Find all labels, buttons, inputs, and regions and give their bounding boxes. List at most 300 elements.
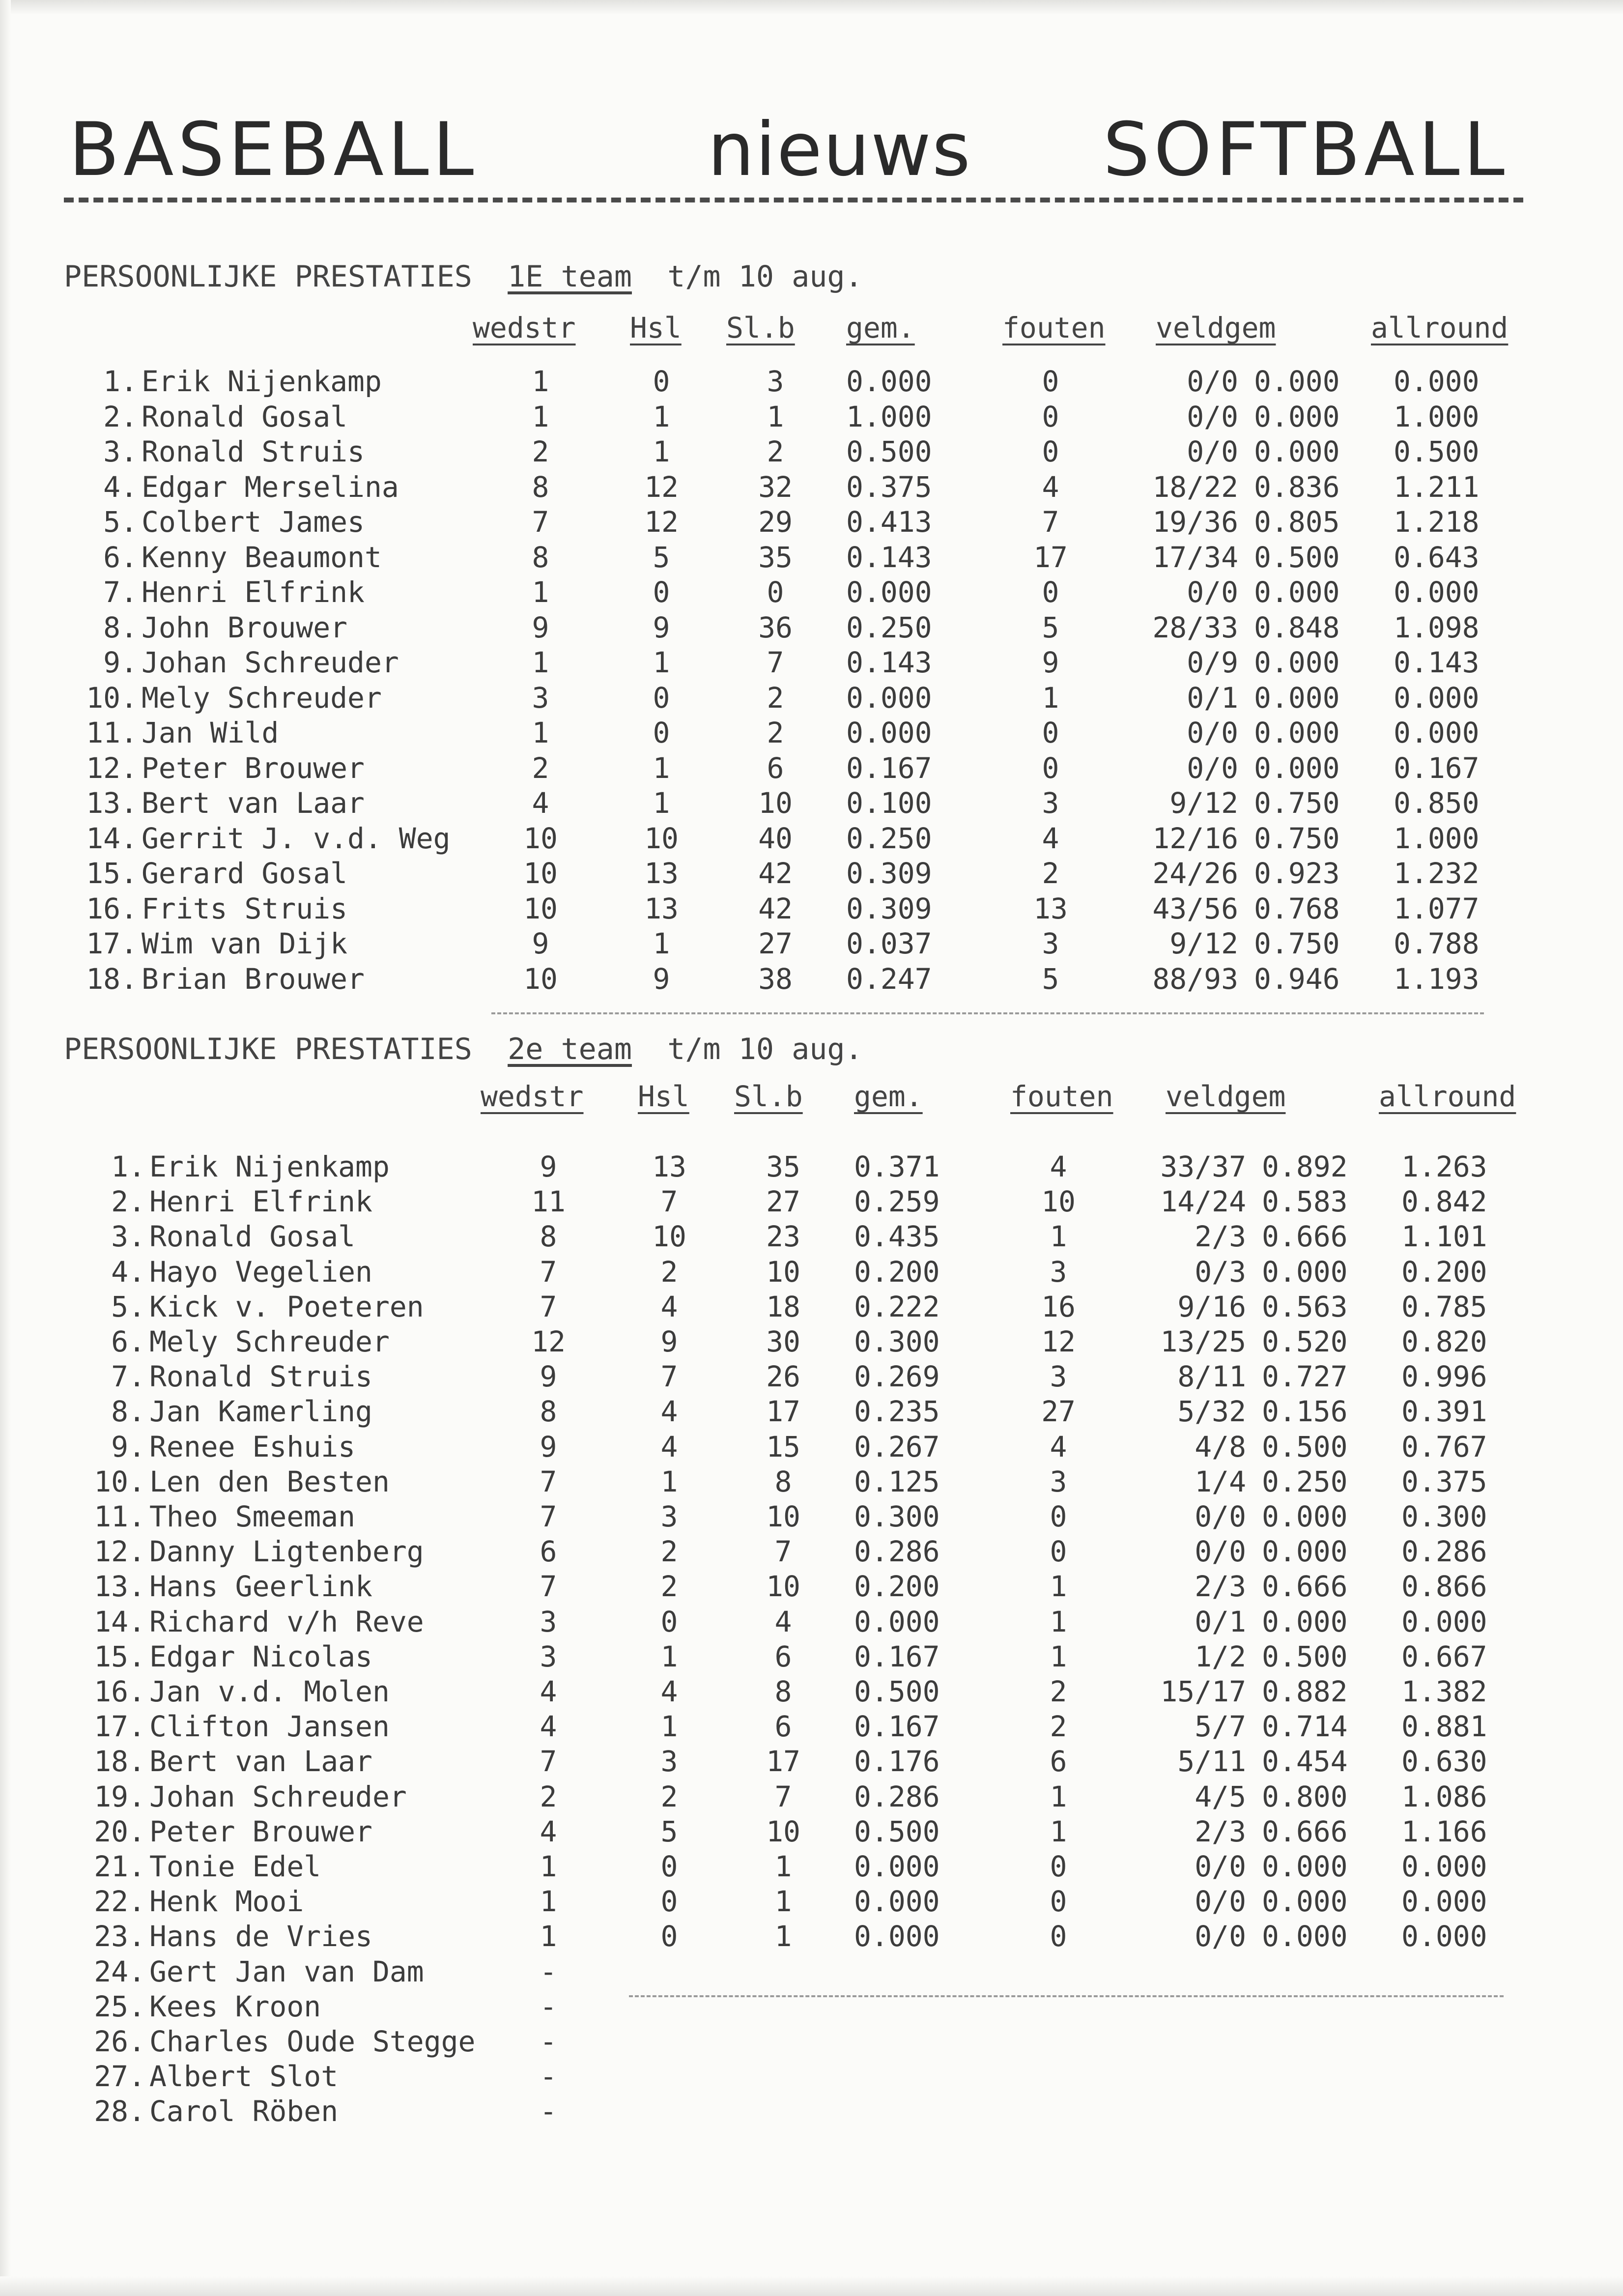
cell-slb: 0 <box>767 575 784 609</box>
cell-wedstr: 4 <box>540 1675 557 1708</box>
row-number: 3. <box>111 1220 145 1254</box>
table-row <box>0 1709 1623 1744</box>
header-veldgem: veldgem <box>1156 311 1276 344</box>
cell-veld: 1/4 <box>1195 1464 1246 1498</box>
cell-veld: 9/12 <box>1169 786 1238 820</box>
row-number: 18. <box>86 962 138 996</box>
table-row <box>0 504 1623 540</box>
page-edge <box>0 2276 1623 2296</box>
player-name: Kenny Beaumont <box>142 540 382 574</box>
cell-wedstr: 8 <box>532 540 549 574</box>
cell-fouten: 10 <box>1041 1185 1076 1219</box>
cell-fouten: 12 <box>1041 1325 1076 1358</box>
cell-veldgem: 0.500 <box>1254 540 1340 574</box>
player-name: Erik Nijenkamp <box>149 1150 390 1183</box>
cell-veld: 0/0 <box>1187 751 1238 785</box>
cell-allround: 1.263 <box>1401 1150 1487 1183</box>
player-name: Gerrit J. v.d. Weg <box>142 821 451 855</box>
cell-hsl: 12 <box>644 505 679 539</box>
cell-wedstr: 8 <box>532 470 549 504</box>
section-title-2e-team <box>64 1032 863 1066</box>
cell-wedstr: 10 <box>523 821 558 855</box>
header-wedstr: wedstr <box>473 311 576 344</box>
cell-wedstr: 9 <box>540 1360 557 1394</box>
table-end-rule <box>491 1012 1484 1014</box>
player-name: Hans Geerlink <box>149 1570 372 1604</box>
player-name: Erik Nijenkamp <box>142 365 382 398</box>
table-row <box>0 1884 1623 1919</box>
cell-gem: 0.500 <box>854 1814 940 1848</box>
table-row <box>0 1219 1623 1254</box>
cell-gem: 0.267 <box>854 1430 940 1464</box>
cell-hsl: 2 <box>660 1255 678 1289</box>
cell-veldgem: 0.000 <box>1254 365 1340 398</box>
table-row <box>0 1464 1623 1499</box>
cell-allround: 1.077 <box>1394 891 1480 925</box>
cell-fouten: 7 <box>1042 505 1059 539</box>
row-number: 3. <box>103 435 138 468</box>
cell-wedstr: 1 <box>532 575 549 609</box>
table-row <box>0 1289 1623 1324</box>
date-label: t/m 10 aug. <box>667 259 863 294</box>
cell-veld: 88/93 <box>1152 962 1238 996</box>
cell-gem: 0.176 <box>854 1745 940 1779</box>
cell-slb: 29 <box>758 505 793 539</box>
cell-veldgem: 0.666 <box>1262 1220 1348 1254</box>
cell-veldgem: 0.000 <box>1262 1850 1348 1883</box>
row-number: 9. <box>103 646 138 679</box>
cell-slb: 42 <box>758 857 793 890</box>
cell-slb: 35 <box>758 540 793 574</box>
cell-veldgem: 0.000 <box>1262 1920 1348 1953</box>
cell-slb: 18 <box>766 1290 800 1323</box>
cell-hsl: 0 <box>653 716 670 749</box>
cell-wedstr: 4 <box>532 786 549 820</box>
cell-gem: 0.309 <box>846 857 932 890</box>
cell-veldgem: 0.714 <box>1262 1710 1348 1744</box>
row-number: 8. <box>103 610 138 644</box>
cell-wedstr: 8 <box>540 1220 557 1254</box>
table-row <box>0 1184 1623 1219</box>
player-name: Renee Eshuis <box>149 1430 356 1464</box>
table-row <box>0 1394 1623 1429</box>
player-name: Ronald Gosal <box>149 1220 356 1254</box>
cell-veldgem: 0.000 <box>1254 400 1340 433</box>
cell-veld: 0/9 <box>1187 646 1238 679</box>
cell-allround: 0.643 <box>1394 540 1480 574</box>
cell-veld: 0/0 <box>1187 400 1238 433</box>
cell-slb: 32 <box>758 470 793 504</box>
cell-wedstr: - <box>540 2025 557 2058</box>
cell-hsl: 1 <box>653 435 670 468</box>
cell-hsl: 0 <box>653 681 670 715</box>
cell-allround: 1.232 <box>1394 857 1480 890</box>
player-name: Len den Besten <box>149 1464 390 1498</box>
cell-veldgem: 0.923 <box>1254 857 1340 890</box>
cell-slb: 10 <box>766 1500 800 1533</box>
player-name: Albert Slot <box>149 2060 339 2094</box>
cell-gem: 0.167 <box>854 1710 940 1744</box>
cell-wedstr: 1 <box>532 365 549 398</box>
table-row <box>0 1254 1623 1290</box>
team-label: 2e team <box>508 1032 632 1066</box>
table-row <box>0 1534 1623 1569</box>
header-allround: allround <box>1379 1080 1516 1113</box>
section-title-prefix: PERSOONLIJKE PRESTATIES <box>64 1032 472 1066</box>
cell-gem: 0.200 <box>854 1570 940 1604</box>
cell-wedstr: 3 <box>540 1639 557 1673</box>
table-row <box>0 540 1623 575</box>
cell-hsl: 9 <box>660 1325 678 1358</box>
cell-fouten: 0 <box>1042 365 1059 398</box>
cell-allround: 1.000 <box>1394 821 1480 855</box>
cell-allround: 0.143 <box>1394 646 1480 679</box>
cell-veldgem: 0.583 <box>1262 1185 1348 1219</box>
table-row <box>0 715 1623 750</box>
table-row <box>0 961 1623 997</box>
row-number: 7. <box>111 1360 145 1394</box>
cell-hsl: 1 <box>653 646 670 679</box>
cell-allround: 1.098 <box>1394 610 1480 644</box>
cell-fouten: 3 <box>1042 927 1059 960</box>
table-row <box>0 750 1623 786</box>
cell-slb: 36 <box>758 610 793 644</box>
table-row <box>0 1429 1623 1464</box>
player-name: Ronald Gosal <box>142 400 348 433</box>
cell-slb: 38 <box>758 962 793 996</box>
row-number: 6. <box>111 1325 145 1358</box>
cell-hsl: 7 <box>660 1185 678 1219</box>
row-number: 5. <box>111 1290 145 1323</box>
cell-hsl: 5 <box>653 540 670 574</box>
header-allround: allround <box>1371 311 1509 344</box>
player-name: Danny Ligtenberg <box>149 1535 424 1569</box>
cell-veld: 5/7 <box>1195 1710 1246 1744</box>
table-row <box>0 364 1623 399</box>
table-row <box>0 1954 1623 1989</box>
cell-gem: 0.222 <box>854 1290 940 1323</box>
cell-wedstr: 4 <box>540 1814 557 1848</box>
cell-wedstr: 3 <box>532 681 549 715</box>
cell-hsl: 0 <box>653 365 670 398</box>
row-number: 16. <box>86 891 138 925</box>
cell-slb: 2 <box>767 716 784 749</box>
cell-veld: 5/11 <box>1177 1745 1246 1779</box>
cell-hsl: 3 <box>660 1500 678 1533</box>
cell-hsl: 10 <box>644 821 679 855</box>
cell-allround: 0.167 <box>1394 751 1480 785</box>
table-row <box>0 1814 1623 1849</box>
cell-fouten: 0 <box>1050 1850 1067 1883</box>
cell-veld: 13/25 <box>1160 1325 1246 1358</box>
page-edge <box>0 0 1623 15</box>
player-name: Hans de Vries <box>149 1920 372 1953</box>
cell-hsl: 13 <box>644 857 679 890</box>
cell-slb: 4 <box>774 1605 792 1638</box>
cell-allround: 0.850 <box>1394 786 1480 820</box>
cell-fouten: 3 <box>1050 1360 1067 1394</box>
cell-wedstr: 1 <box>532 646 549 679</box>
cell-gem: 0.371 <box>854 1150 940 1183</box>
cell-fouten: 5 <box>1042 962 1059 996</box>
cell-veldgem: 0.836 <box>1254 470 1340 504</box>
table-row <box>0 856 1623 891</box>
row-number: 10. <box>94 1464 145 1498</box>
cell-hsl: 9 <box>653 610 670 644</box>
row-number: 11. <box>86 716 138 749</box>
row-number: 21. <box>94 1850 145 1883</box>
cell-allround: 0.866 <box>1401 1570 1487 1604</box>
cell-slb: 27 <box>766 1185 800 1219</box>
row-number: 19. <box>94 1779 145 1813</box>
row-number: 11. <box>94 1500 145 1533</box>
cell-wedstr: 9 <box>532 610 549 644</box>
cell-veldgem: 0.500 <box>1262 1639 1348 1673</box>
cell-veld: 17/34 <box>1152 540 1238 574</box>
cell-hsl: 4 <box>660 1395 678 1429</box>
cell-allround: 0.000 <box>1401 1920 1487 1953</box>
table-row <box>0 1989 1623 2024</box>
row-number: 24. <box>94 1954 145 1988</box>
cell-fouten: 3 <box>1050 1464 1067 1498</box>
cell-fouten: 13 <box>1033 891 1068 925</box>
cell-veldgem: 0.750 <box>1254 821 1340 855</box>
date-label: t/m 10 aug. <box>667 1032 863 1066</box>
masthead-rule <box>64 198 1523 202</box>
cell-veldgem: 0.946 <box>1254 962 1340 996</box>
cell-hsl: 0 <box>660 1850 678 1883</box>
cell-veldgem: 0.250 <box>1262 1464 1348 1498</box>
player-name: Henk Mooi <box>149 1885 304 1919</box>
cell-hsl: 4 <box>660 1430 678 1464</box>
cell-wedstr: 7 <box>532 505 549 539</box>
cell-fouten: 1 <box>1042 681 1059 715</box>
cell-hsl: 2 <box>660 1535 678 1569</box>
cell-slb: 10 <box>766 1255 800 1289</box>
row-number: 12. <box>86 751 138 785</box>
cell-hsl: 0 <box>660 1605 678 1638</box>
cell-slb: 6 <box>774 1639 792 1673</box>
cell-veldgem: 0.000 <box>1262 1605 1348 1638</box>
cell-fouten: 1 <box>1050 1779 1067 1813</box>
player-name: Carol Röben <box>149 2095 339 2128</box>
cell-veld: 0/1 <box>1187 681 1238 715</box>
cell-allround: 0.881 <box>1401 1710 1487 1744</box>
cell-fouten: 27 <box>1041 1395 1076 1429</box>
cell-slb: 10 <box>766 1814 800 1848</box>
cell-hsl: 1 <box>660 1639 678 1673</box>
cell-slb: 8 <box>774 1675 792 1708</box>
cell-allround: 0.785 <box>1401 1290 1487 1323</box>
cell-fouten: 5 <box>1042 610 1059 644</box>
cell-wedstr: 2 <box>540 1779 557 1813</box>
cell-gem: 0.269 <box>854 1360 940 1394</box>
cell-allround: 0.000 <box>1394 681 1480 715</box>
cell-allround: 1.101 <box>1401 1220 1487 1254</box>
cell-hsl: 0 <box>660 1885 678 1919</box>
cell-gem: 0.100 <box>846 786 932 820</box>
cell-veldgem: 0.800 <box>1262 1779 1348 1813</box>
cell-fouten: 16 <box>1041 1290 1076 1323</box>
cell-hsl: 2 <box>660 1570 678 1604</box>
cell-allround: 1.382 <box>1401 1675 1487 1708</box>
cell-veld: 2/3 <box>1195 1220 1246 1254</box>
cell-veld: 0/0 <box>1195 1535 1246 1569</box>
masthead-nieuws: nieuws <box>708 107 971 193</box>
cell-wedstr: 7 <box>540 1255 557 1289</box>
player-name: Richard v/h Reve <box>149 1605 424 1638</box>
cell-fouten: 0 <box>1042 716 1059 749</box>
cell-wedstr: 4 <box>540 1710 557 1744</box>
cell-hsl: 1 <box>660 1710 678 1744</box>
cell-veldgem: 0.000 <box>1262 1535 1348 1569</box>
cell-fouten: 2 <box>1050 1710 1067 1744</box>
cell-veld: 14/24 <box>1160 1185 1246 1219</box>
cell-hsl: 1 <box>660 1464 678 1498</box>
player-name: Colbert James <box>142 505 365 539</box>
header-fouten: fouten <box>1002 311 1106 344</box>
cell-allround: 0.820 <box>1401 1325 1487 1358</box>
cell-fouten: 2 <box>1050 1675 1067 1708</box>
row-number: 8. <box>111 1395 145 1429</box>
cell-allround: 0.000 <box>1401 1850 1487 1883</box>
cell-fouten: 0 <box>1050 1500 1067 1533</box>
cell-fouten: 0 <box>1050 1885 1067 1919</box>
cell-gem: 0.000 <box>854 1850 940 1883</box>
section-title-1e-team <box>64 259 863 294</box>
cell-gem: 0.250 <box>846 610 932 644</box>
cell-wedstr: 8 <box>540 1395 557 1429</box>
cell-veldgem: 0.000 <box>1262 1885 1348 1919</box>
cell-hsl: 7 <box>660 1360 678 1394</box>
player-name: Gerard Gosal <box>142 857 348 890</box>
cell-veld: 15/17 <box>1160 1675 1246 1708</box>
cell-allround: 0.000 <box>1394 365 1480 398</box>
row-number: 23. <box>94 1920 145 1953</box>
player-name: Frits Struis <box>142 891 348 925</box>
cell-allround: 1.211 <box>1394 470 1480 504</box>
cell-slb: 7 <box>774 1779 792 1813</box>
cell-veld: 8/11 <box>1177 1360 1246 1394</box>
cell-slb: 1 <box>774 1920 792 1953</box>
cell-wedstr: 9 <box>540 1430 557 1464</box>
cell-fouten: 0 <box>1042 575 1059 609</box>
cell-fouten: 1 <box>1050 1220 1067 1254</box>
table-row <box>0 1919 1623 1954</box>
cell-gem: 0.000 <box>846 575 932 609</box>
cell-wedstr: - <box>540 2060 557 2094</box>
cell-slb: 7 <box>774 1535 792 1569</box>
cell-wedstr: 10 <box>523 962 558 996</box>
cell-wedstr: 12 <box>531 1325 566 1358</box>
cell-fouten: 9 <box>1042 646 1059 679</box>
header-slb: Sl.b <box>734 1080 803 1113</box>
player-name: Brian Brouwer <box>142 962 365 996</box>
cell-veldgem: 0.000 <box>1262 1500 1348 1533</box>
cell-gem: 0.286 <box>854 1779 940 1813</box>
cell-hsl: 4 <box>660 1675 678 1708</box>
cell-hsl: 4 <box>660 1290 678 1323</box>
player-name: Bert van Laar <box>149 1745 372 1779</box>
cell-allround: 0.767 <box>1401 1430 1487 1464</box>
row-number: 2. <box>103 400 138 433</box>
cell-veld: 0/0 <box>1187 716 1238 749</box>
cell-wedstr: - <box>540 1954 557 1988</box>
table-row <box>0 1359 1623 1394</box>
cell-fouten: 6 <box>1050 1745 1067 1779</box>
cell-fouten: 17 <box>1033 540 1068 574</box>
cell-veldgem: 0.848 <box>1254 610 1340 644</box>
cell-veld: 12/16 <box>1152 821 1238 855</box>
row-number: 28. <box>94 2095 145 2128</box>
player-name: Mely Schreuder <box>142 681 382 715</box>
cell-wedstr: 1 <box>532 716 549 749</box>
row-number: 5. <box>103 505 138 539</box>
cell-slb: 40 <box>758 821 793 855</box>
cell-veld: 0/0 <box>1187 365 1238 398</box>
cell-veld: 9/12 <box>1169 927 1238 960</box>
table-row <box>0 1674 1623 1709</box>
header-veldgem: veldgem <box>1166 1080 1286 1113</box>
cell-hsl: 5 <box>660 1814 678 1848</box>
cell-fouten: 0 <box>1050 1535 1067 1569</box>
cell-gem: 0.167 <box>854 1639 940 1673</box>
cell-veld: 9/16 <box>1177 1290 1246 1323</box>
cell-slb: 3 <box>767 365 784 398</box>
table-row <box>0 1149 1623 1184</box>
cell-slb: 27 <box>758 927 793 960</box>
cell-fouten: 1 <box>1050 1639 1067 1673</box>
cell-gem: 0.000 <box>846 716 932 749</box>
header-hsl: Hsl <box>638 1080 689 1113</box>
cell-slb: 1 <box>774 1885 792 1919</box>
cell-hsl: 3 <box>660 1745 678 1779</box>
cell-allround: 0.000 <box>1394 716 1480 749</box>
table-row <box>0 1849 1623 1884</box>
cell-fouten: 4 <box>1050 1150 1067 1183</box>
cell-veldgem: 0.000 <box>1262 1255 1348 1289</box>
cell-hsl: 2 <box>660 1779 678 1813</box>
masthead-softball: SOFTBALL <box>1103 107 1509 193</box>
cell-veld: 24/26 <box>1152 857 1238 890</box>
cell-gem: 0.300 <box>854 1325 940 1358</box>
cell-wedstr: 1 <box>532 400 549 433</box>
cell-slb: 6 <box>767 751 784 785</box>
row-number: 13. <box>94 1570 145 1604</box>
cell-veld: 0/3 <box>1195 1255 1246 1289</box>
cell-wedstr: 10 <box>523 857 558 890</box>
cell-veldgem: 0.882 <box>1262 1675 1348 1708</box>
player-name: Jan Kamerling <box>149 1395 372 1429</box>
cell-wedstr: 7 <box>540 1500 557 1533</box>
cell-slb: 17 <box>766 1745 800 1779</box>
cell-allround: 0.996 <box>1401 1360 1487 1394</box>
table-row <box>0 2059 1623 2094</box>
cell-gem: 0.125 <box>854 1464 940 1498</box>
table-row <box>0 645 1623 680</box>
player-name: Wim van Dijk <box>142 927 348 960</box>
cell-gem: 0.000 <box>846 365 932 398</box>
row-number: 15. <box>94 1639 145 1673</box>
table-row <box>0 891 1623 926</box>
cell-veld: 1/2 <box>1195 1639 1246 1673</box>
cell-veldgem: 0.000 <box>1254 575 1340 609</box>
cell-veld: 43/56 <box>1152 891 1238 925</box>
cell-veld: 0/0 <box>1187 435 1238 468</box>
row-number: 17. <box>94 1710 145 1744</box>
player-name: Henri Elfrink <box>149 1185 372 1219</box>
cell-veldgem: 0.156 <box>1262 1395 1348 1429</box>
